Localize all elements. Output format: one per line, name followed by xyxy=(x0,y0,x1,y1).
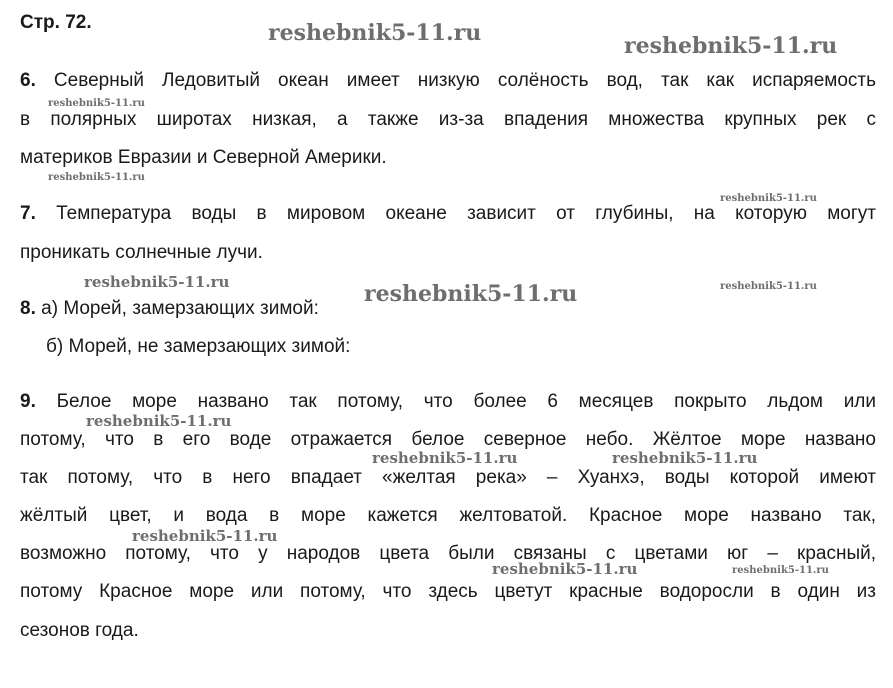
answer-8-line-2: б) Морей, не замерзающих зимой: xyxy=(46,336,351,357)
answer-6-line-2: в полярных широтах низкая, а также из-за впадения множества крупных рек с xyxy=(20,109,876,130)
watermark: reshebnik5-11.ru xyxy=(492,560,638,578)
answer-9-line-6: потому Красное море или потому, что здесь цветут красные водоросли в один из xyxy=(20,581,876,602)
watermark: reshebnik5-11.ru xyxy=(372,449,518,467)
watermark: reshebnik5-11.ru xyxy=(612,449,758,467)
watermark: reshebnik5-11.ru xyxy=(624,33,838,59)
watermark: reshebnik5-11.ru xyxy=(132,527,278,545)
watermark: reshebnik5-11.ru xyxy=(720,193,817,204)
answer-6-line-3: материков Евразии и Северной Америки. xyxy=(20,147,387,168)
answer-text: Белое море названо так потому, что более 6 месяцев покрыто льдом или xyxy=(56,391,877,412)
answer-number: 7. xyxy=(20,203,36,224)
answer-7-line-2: проникать солнечные лучи. xyxy=(20,242,263,263)
answer-text: а) Морей, замерзающих зимой: xyxy=(41,298,319,319)
answer-9-line-4: жёлтый цвет, и вода в море кажется желтоватой. Красное море названо так, xyxy=(20,505,876,526)
answer-9-line-5: возможно потому, что у народов цвета были связаны с цветами юг – красный, xyxy=(20,543,876,564)
answer-number: 9. xyxy=(20,391,36,412)
answer-text: Температура воды в мировом океане зависит от глубины, на которую могут xyxy=(56,203,876,224)
answer-text: Северный Ледовитый океан имеет низкую солёность вод, так как испаряемость xyxy=(53,70,876,91)
watermark: reshebnik5-11.ru xyxy=(720,281,817,292)
watermark: reshebnik5-11.ru xyxy=(364,281,578,307)
answer-9-line-3: так потому, что в него впадает «желтая река» – Хуанхэ, воды которой имеют xyxy=(20,467,876,488)
watermark: reshebnik5-11.ru xyxy=(268,20,482,46)
watermark: reshebnik5-11.ru xyxy=(48,98,145,109)
answer-number: 6. xyxy=(20,70,36,91)
answer-number: 8. xyxy=(20,298,36,319)
answer-9-line-2: потому, что в его воде отражается белое северное небо. Жёлтое море названо xyxy=(20,429,876,450)
answer-9-line-7: сезонов года. xyxy=(20,620,139,641)
watermark: reshebnik5-11.ru xyxy=(732,565,829,576)
answer-7-line-1 xyxy=(20,203,876,225)
page-header: Стр. 72. xyxy=(20,12,92,33)
watermark: reshebnik5-11.ru xyxy=(84,273,230,291)
answer-9-line-1 xyxy=(20,391,876,413)
answer-6-line-1 xyxy=(20,70,876,92)
watermark: reshebnik5-11.ru xyxy=(86,412,232,430)
watermark: reshebnik5-11.ru xyxy=(48,172,145,183)
answer-8-line-1 xyxy=(20,298,319,320)
